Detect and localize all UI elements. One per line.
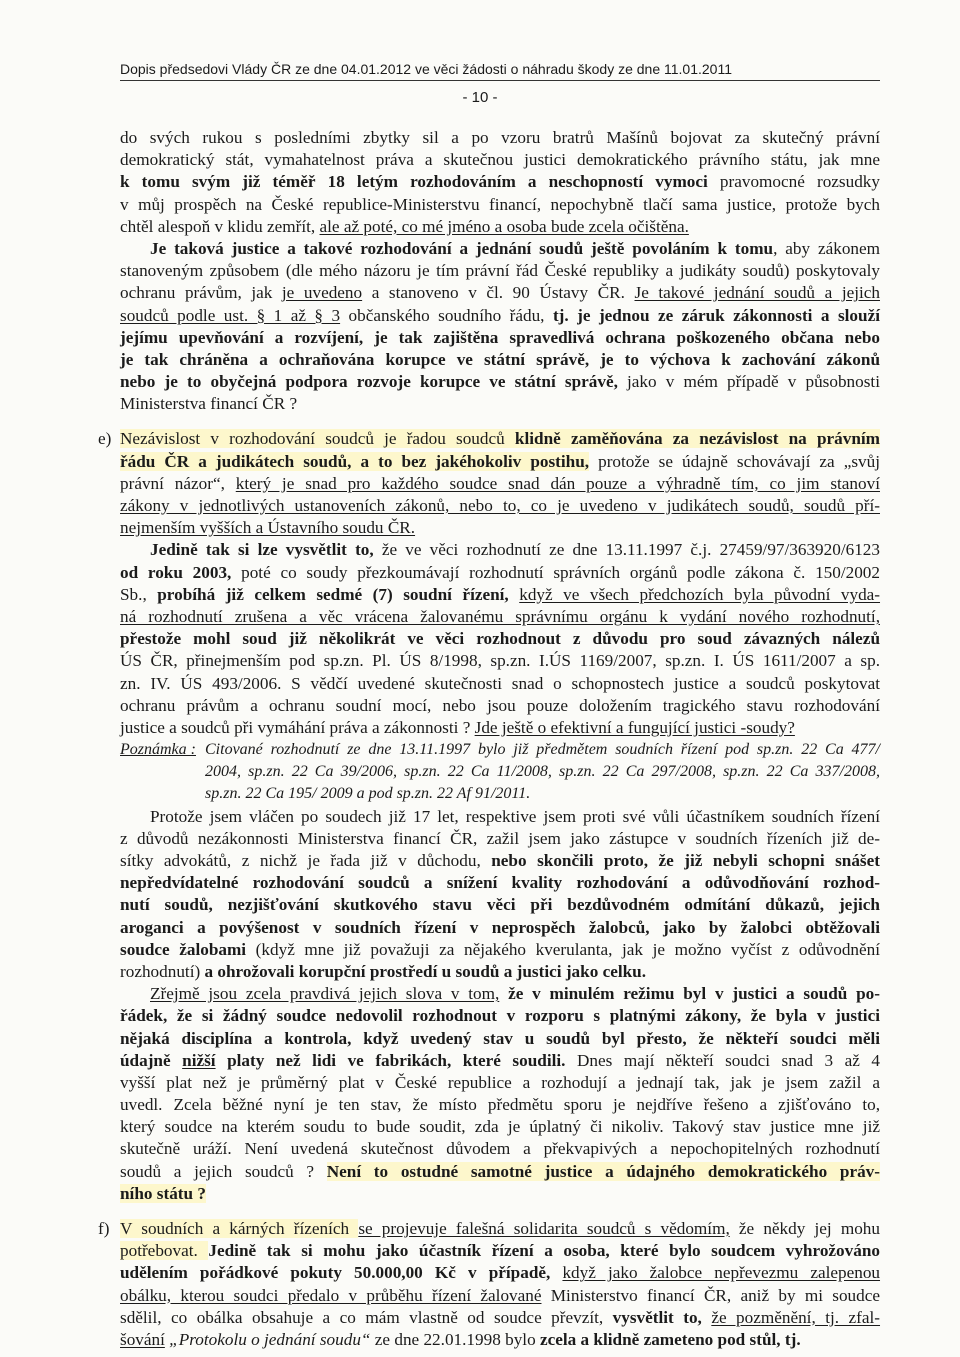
header-title: Dopis předsedovi Vlády ČR ze dne 04.01.2012 ve věci žádosti o náhradu škody ze dne 11.01.2011	[120, 61, 732, 77]
text-line	[120, 1138, 880, 1160]
document-body	[98, 127, 881, 1351]
bold-text: přestože mohl soud již několikrát ve věci rozhodnout z důvodu pro soud závazných nálezů	[120, 629, 880, 649]
text-run	[509, 585, 520, 604]
text-line	[120, 606, 880, 628]
bold-text: řádu ČR a judikátech soudů, a to bez jakéhokoliv postihu,	[120, 451, 590, 471]
bold-text: platy než lidi ve fabrikách, které soudili.	[215, 1050, 566, 1070]
text-run: a stanoveno v čl. 90 Ústavy ČR.	[362, 283, 635, 303]
bold-text: tj. je jednou ze záruk zákonnosti a slouží	[552, 305, 880, 325]
text-line	[120, 282, 880, 304]
bold-text: probíhá již celkem sedmé (7) soudní řízení,	[157, 584, 509, 604]
bold-text: nebo skončili proto, že již nebyli schopni snášet	[491, 851, 880, 870]
section-label: f)	[98, 1219, 110, 1238]
bold-text: vysvětlit to,	[612, 1307, 702, 1327]
text-run: rozhodnutí)	[120, 961, 205, 981]
italic-text: sp.zn. 22 Ca 195/ 2009 a pod sp.zn. 22 Af 91/2011.	[205, 785, 531, 803]
text-run: demokratický stát, vymahatelnost práva a skutečnou justici demokratického právního státu, jak mne	[120, 150, 880, 170]
text-run: uvedl. Zcela běžné nyní je ten stav, že místo předmětu sporu je nejdříve řešeno a zjišťováno to,	[120, 1095, 880, 1115]
text-line	[120, 1050, 880, 1072]
underlined-text: nejmenším vyšších a Ústavního soudu ČR.	[120, 518, 416, 538]
text-run: poté co soudy přezkoumávají rozhodnutí správních orgánů podle zákona č. 150/2002	[231, 562, 880, 582]
bold-text: jejímu upevňování a rozvíjení, je tak zajištěna spravedlivá ochrana poškozeného občana nebo	[120, 327, 880, 347]
bold-text: že v minulém režimu byl v justici a soudů po-	[508, 984, 880, 1004]
paragraph	[120, 127, 880, 238]
text-line	[120, 305, 880, 327]
text-line	[120, 1072, 880, 1094]
text-line	[120, 1005, 880, 1027]
underlined-text: Jde ještě o efektivní a fungující justici -soudy?	[474, 717, 795, 737]
text-line	[120, 517, 880, 539]
paragraph	[120, 1218, 880, 1351]
bold-text: Není to ostudné samotné justice a údajného demokratického práv-	[326, 1161, 880, 1181]
bold-text: nutí soudů, nezjišťování skutkového stavu věci při bezdůvodném odmítání důkazů, jejich	[120, 895, 880, 915]
note-label: Poznámka :	[120, 741, 196, 759]
bold-text: je tak chráněna a ochraňována korupce ve státní správě, je to výchova k zachování zákonů	[120, 349, 880, 369]
underlined-text: zákony v jednotlivých ustanoveních zákonů, nebo to, co je uvedeno v judikátech soudů, soudů pří-	[120, 496, 880, 515]
text-run: zn. IV. ÚS 493/2006. S vědčí uvedené skutečnosti snad o schopnostech justice a soudců poskytovat	[120, 673, 880, 693]
text-line	[120, 428, 880, 450]
bold-text: soudce žalobami	[120, 939, 247, 959]
underlined-text: že pozměnění, tj. zfal-	[711, 1307, 881, 1327]
text-run: , aby zákonem	[773, 238, 881, 258]
text-line	[120, 260, 880, 282]
text-line	[120, 451, 880, 473]
bold-text: ního státu ?	[120, 1183, 206, 1203]
text-line	[120, 1329, 880, 1351]
text-line	[120, 1218, 880, 1240]
text-run: ze dne 22.01.1998 bylo	[370, 1329, 540, 1349]
document-section	[98, 1218, 881, 1351]
text-run: občanského soudního řádu,	[340, 305, 553, 325]
text-line	[120, 1240, 880, 1262]
note-block	[120, 739, 880, 806]
text-line	[120, 194, 880, 216]
text-run: že ve věci rozhodnutí ze dne 13.11.1997 č.j. 27459/97/363920/6123	[373, 540, 880, 560]
underlined-text: Zřejmě jsou zcela pravdivá jejich slova v tom,	[150, 984, 500, 1004]
text-run: V soudních a kárných řízeních	[120, 1219, 359, 1238]
text-line	[205, 761, 880, 783]
text-run: skutečně uráží. Není uvedená skutečnost důvodem a překvapivých a nepochopitelných rozhodnutí	[120, 1139, 880, 1159]
text-line	[120, 850, 880, 872]
italic-text: „Protokolu o jednání soudu“	[169, 1329, 371, 1349]
text-line	[205, 739, 880, 761]
text-line	[120, 562, 880, 584]
text-line	[120, 717, 880, 739]
paragraph	[120, 983, 880, 1205]
text-run: Nezávislost v rozhodování soudců je řadou soudců	[120, 429, 515, 449]
bold-text: od roku 2003,	[120, 562, 232, 582]
text-line	[120, 695, 880, 717]
text-line	[120, 1285, 880, 1307]
text-line	[120, 917, 880, 939]
text-run: Ministerstvo financí ČR, aniž by mi soudce	[541, 1285, 880, 1305]
text-run: pravomocné rozsudky	[707, 172, 880, 192]
text-run: chtěl alespoň v klidu zemřít,	[120, 216, 320, 236]
text-run: vyšší plat než je průměrný plat v České republice a rozhodují a jednají tak, jak je jsem zažil a	[120, 1072, 880, 1092]
text-line	[120, 1161, 880, 1183]
bold-text: nějaká disciplína a kontrola, když uvedený stav u soudů byl přesto, že někteří soudci měli	[120, 1028, 880, 1048]
text-line	[120, 393, 880, 415]
text-run: sítky advokátů, z nichž je řada již v důchodu,	[120, 851, 492, 870]
paragraph	[120, 539, 880, 739]
text-run: ochranu právům a ochranu soudní mocí, nebo jsou pouze doložením tragického stavu rozhodování	[120, 695, 880, 715]
underlined-text: šování	[120, 1329, 165, 1349]
text-run: Protože jsem vláčen po soudech již 17 let, respektive jsem proti své vůli účastníkem soudních řízení	[150, 806, 880, 826]
text-line	[120, 371, 880, 393]
note-text	[205, 739, 880, 806]
italic-text: 2004, sp.zn. 22 Ca 39/2006, sp.zn. 22 Ca 11/2008, sp.zn. 22 Ca 297/2008, sp.zn. 22 Ca 337/2008,	[205, 763, 880, 781]
text-line	[120, 1262, 880, 1284]
text-run: ochranu právům, jak	[120, 283, 282, 303]
paragraph	[120, 238, 880, 416]
text-line	[120, 238, 880, 260]
text-run: justice a soudců při vymáhání práva a zákonnosti ?	[120, 717, 475, 737]
text-line	[120, 650, 880, 672]
underlined-text: je uvedeno	[281, 283, 363, 303]
text-line	[120, 872, 880, 894]
text-run	[499, 984, 508, 1003]
text-line	[120, 1183, 880, 1205]
text-run: že někdy jej mohu	[729, 1219, 880, 1238]
bold-text: Je taková justice a takové rozhodování a jednání soudů ještě povoláním k tomu	[150, 238, 774, 258]
text-line	[120, 584, 880, 606]
bold-text: nižší	[182, 1050, 216, 1070]
text-line	[120, 983, 880, 1005]
text-line	[120, 1307, 880, 1329]
text-line	[120, 1116, 880, 1138]
text-line	[205, 783, 880, 805]
bold-text: k tomu svým již téměř 18 letým rozhodováním a neschopností vymoci	[120, 172, 708, 192]
text-run: z důvodů nezákonnosti Ministerstva financí ČR, zažil jsem jako zástupce v soudních řízeních již de-	[120, 828, 880, 848]
text-run: Sb.,	[120, 584, 158, 604]
text-line	[120, 327, 880, 349]
bold-text: a ohrožovali korupční prostředí u soudů a justici jako celku.	[204, 961, 647, 981]
underlined-text: když jako žalobce nepřevezmu zalepenou	[562, 1263, 881, 1283]
bold-text: nepředvídatelné rozhodování soudců a snížení kvality rozhodování a odůvodňování rozhod-	[120, 873, 880, 893]
text-run: který soudce na kterém soudu to bude soudit, zda je úplatný či nikoliv. Takový stav justice mne již	[120, 1117, 880, 1137]
bold-text: Jedině tak si lze vysvětlit to,	[150, 540, 374, 560]
text-run: (když mne již považuji za nějakého kverulanta, jak je možno vyčíst z odůvodnění	[246, 939, 880, 959]
underlined-text: Je takové jednání soudů a jejich	[634, 283, 880, 303]
document-section	[98, 428, 881, 1205]
text-run: potřebovat.	[120, 1241, 209, 1261]
text-line	[120, 171, 880, 193]
text-run: stanoveným způsobem (dle mého názoru je tím právní řád České republiky a judikáty soudů) poskytovaly	[120, 261, 880, 281]
text-line	[120, 806, 880, 828]
text-line	[120, 216, 880, 238]
bold-text: zcela a klidně zameteno pod stůl, tj.	[539, 1329, 801, 1349]
bold-text: Jedině tak si mohu jako účastník řízení a osoba, které bylo soudcem vyhrožováno	[208, 1241, 880, 1261]
text-run	[702, 1308, 711, 1327]
text-line	[120, 127, 880, 149]
bold-text: udělením pořádkové pokuty 50.000,00 Kč v případě,	[120, 1263, 551, 1283]
text-run: právní názor“,	[120, 473, 236, 493]
paragraph	[120, 806, 880, 984]
text-line	[120, 894, 880, 916]
bold-text: nebo je to obyčejná podpora rozvoje korupce ve státní správě,	[120, 372, 618, 392]
text-run: sdělil, co obálka obsahuje a co mám vlastně od soudce převzít,	[120, 1307, 613, 1327]
text-line	[120, 828, 880, 850]
bold-text: řádek, že si žádný soudce nedovolil rozhodnout v rozporu s platnými zákony, že byla v justici	[120, 1006, 880, 1026]
text-run: soudů a jejich soudců ?	[120, 1161, 327, 1181]
text-line	[120, 939, 880, 961]
underlined-text: obálku, kterou soudci předalo v průběhu řízení žalované	[120, 1285, 542, 1305]
text-run	[550, 1263, 562, 1282]
text-line	[120, 961, 880, 983]
text-run: do svých rukou s posledními zbytky sil a po vzoru bratrů Mašínů bojovat za skutečný právní	[120, 128, 880, 147]
underlined-text: se projevuje falešná solidarita soudců s vědomím,	[358, 1219, 730, 1238]
text-line	[120, 473, 880, 495]
text-line	[120, 1094, 880, 1116]
text-line	[120, 149, 880, 171]
text-run: v můj prospěch na České republice-Ministerstvu financí, nepochybně tlačí sama justice, protože bych	[120, 194, 880, 214]
bold-text: údajně	[120, 1050, 183, 1070]
text-run: jako v mém případě v působnosti	[617, 372, 880, 392]
underlined-text: ná rozhodnutí zrušena a věc vrácena žalovanému správnímu orgánu k vydání nového rozhodnutí,	[120, 606, 880, 626]
underlined-text: který je snad pro každého soudce snad dán pouze a výhradně tím, co jim stanoví	[235, 473, 880, 493]
text-line	[120, 539, 880, 561]
text-run: ÚS ČR, přinejmenším pod sp.zn. Pl. ÚS 8/1998, sp.zn. I.ÚS 1169/2007, sp.zn. I. ÚS 1611/2007 a sp.	[120, 651, 880, 671]
text-line	[120, 673, 880, 695]
text-line	[120, 495, 880, 517]
text-run: Dnes mají někteří soudci snad 3 až 4	[565, 1050, 880, 1070]
underlined-text: soudců podle ust. § 1 až § 3	[120, 305, 341, 325]
italic-text: Citované rozhodnutí ze dne 13.11.1997 bylo již předmětem soudních řízení pod sp.zn. 22 Ca 477/	[205, 741, 880, 759]
text-line	[120, 1028, 880, 1050]
text-run: protože se údajně schovávají za „svůj	[589, 451, 880, 471]
text-line	[120, 628, 880, 650]
bold-text: klidně zaměňována za nezávislost na právním	[514, 429, 880, 449]
page-number: - 10 -	[462, 89, 498, 106]
text-line	[120, 349, 880, 371]
underlined-text: když ve všech předchozích byla původní vyda-	[519, 584, 881, 604]
underlined-text: ale až poté, co mé jméno a osoba bude zcela očištěna.	[319, 216, 689, 236]
bold-text: aroganci a povýšenost v soudních řízení v neprospěch žalobců, jako by žalobci obtěžovali	[120, 917, 880, 937]
section-label: e)	[98, 429, 112, 449]
paragraph	[120, 428, 880, 539]
text-run: Ministerstva financí ČR ?	[120, 394, 298, 414]
document-header	[120, 61, 880, 81]
